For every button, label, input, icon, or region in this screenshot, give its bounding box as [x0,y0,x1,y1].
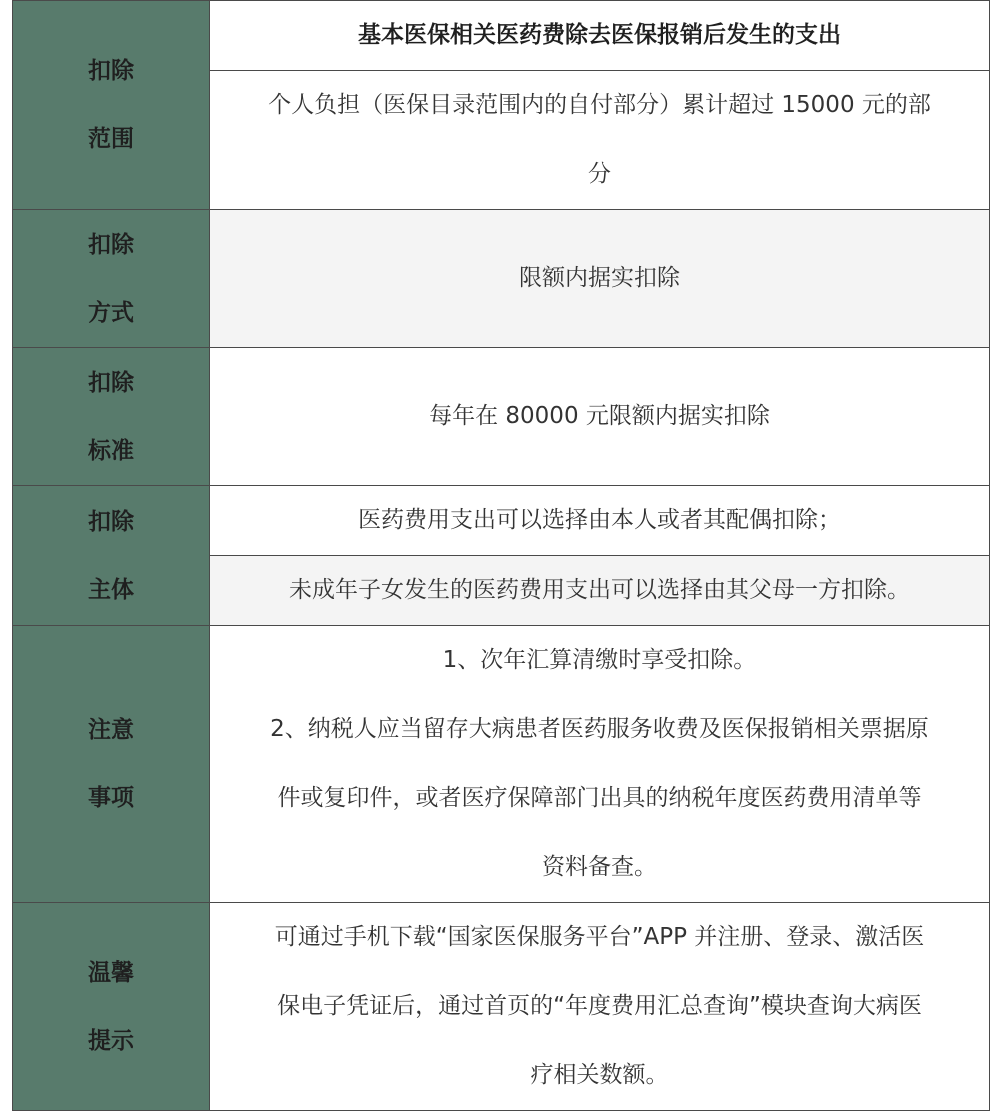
standard-text: 每年在 80000 元限额内据实扣除 [210,348,990,486]
scope-detail: 个人负担（医保目录范围内的自付部分）累计超过 15000 元的部 分 [210,71,990,210]
subject-row-1 [13,486,990,556]
method-text: 限额内据实扣除 [210,210,990,348]
subject-label: 扣除 主体 [13,486,210,626]
tips-row [13,903,990,1111]
standard-row [13,348,990,486]
scope-label: 扣除 范围 [13,1,210,210]
subject-line-2: 未成年子女发生的医药费用支出可以选择由其父母一方扣除。 [210,556,990,626]
notes-label: 注意 事项 [13,626,210,903]
scope-header-text: 基本医保相关医药费除去医保报销后发生的支出 [210,1,990,71]
method-label: 扣除 方式 [13,210,210,348]
standard-label: 扣除 标准 [13,348,210,486]
subject-line-1: 医药费用支出可以选择由本人或者其配偶扣除； [210,486,990,556]
method-row [13,210,990,348]
notes-text [210,626,990,903]
note-item-2-line-1: 2、纳税人应当留存大病患者医药服务收费及医保报销相关票据原 [270,716,929,742]
tips-text: 可通过手机下载“国家医保服务平台”APP 并注册、登录、激活医 保电子凭证后，通过首页的“年度费用汇总查询”模块查询大病医 疗相关数额。 [210,903,990,1111]
medical-deduction-table [12,0,990,1111]
tips-label: 温馨 提示 [13,903,210,1111]
scope-row-header [13,1,990,71]
note-item-1: 1、次年汇算清缴时享受扣除。 [442,647,757,673]
note-item-2-line-2: 件或复印件，或者医疗保障部门出具的纳税年度医药费用清单等 [277,785,922,811]
notes-row [13,626,990,903]
note-item-2-line-3: 资料备查。 [542,854,657,880]
